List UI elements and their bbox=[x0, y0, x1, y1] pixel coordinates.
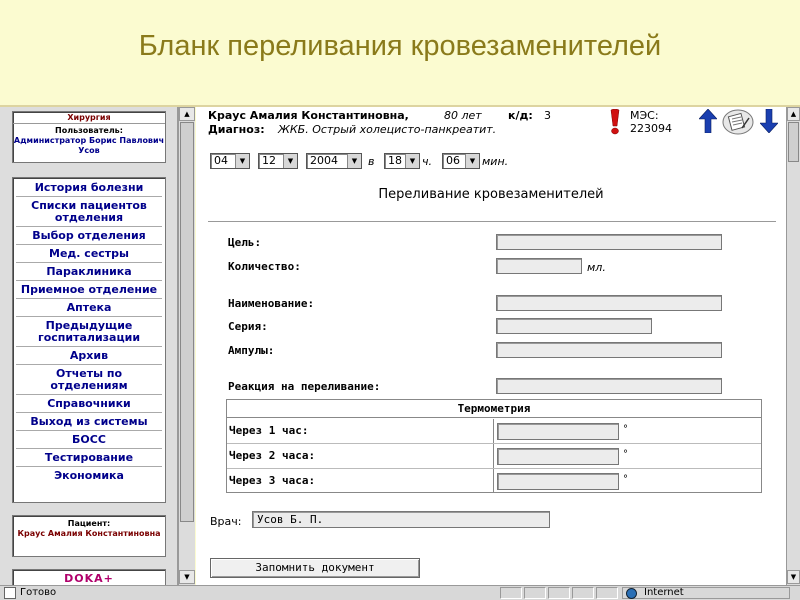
mes-label: МЭС: bbox=[630, 109, 659, 122]
zone-label: Internet bbox=[644, 587, 684, 598]
column-divider bbox=[493, 469, 494, 493]
month-select[interactable] bbox=[258, 153, 298, 169]
column-divider bbox=[493, 444, 494, 468]
document-icon[interactable] bbox=[722, 109, 754, 135]
scroll-down-icon[interactable]: ▼ bbox=[787, 570, 800, 584]
degree-unit: ° bbox=[623, 424, 628, 435]
status-segment bbox=[548, 587, 570, 599]
minute-value: 06 bbox=[446, 154, 460, 167]
reaction-input[interactable] bbox=[496, 378, 722, 394]
sidebar bbox=[0, 107, 178, 585]
temperature-2h-input[interactable] bbox=[497, 448, 619, 465]
status-text: Готово bbox=[20, 587, 57, 598]
mes-value: 223094 bbox=[630, 122, 672, 135]
header-patient-name: Краус Амалия Константиновна, bbox=[208, 109, 409, 122]
menu-item-pharmacy[interactable]: Аптека bbox=[16, 299, 162, 317]
scroll-down-icon[interactable]: ▼ bbox=[179, 570, 195, 584]
department-label: Хирургия bbox=[13, 112, 165, 124]
user-name: Администратор Борис Павлович Усов bbox=[13, 136, 165, 155]
quantity-label: Количество: bbox=[228, 260, 301, 273]
thermometry-row bbox=[227, 469, 761, 494]
quantity-unit: мл. bbox=[587, 261, 606, 274]
patient-label: Пациент: bbox=[67, 519, 111, 528]
status-segment bbox=[596, 587, 618, 599]
year-value: 2004 bbox=[310, 154, 338, 167]
user-info bbox=[13, 124, 165, 156]
header-age: 80 лет bbox=[444, 109, 482, 122]
alert-icon[interactable] bbox=[608, 109, 622, 135]
column-divider bbox=[493, 419, 494, 443]
menu-item-reports[interactable]: Отчеты по отделениям bbox=[16, 365, 162, 395]
thermometry-row-label: Через 1 час: bbox=[229, 424, 309, 437]
thermometry-row-label: Через 3 часа: bbox=[229, 474, 316, 487]
arrow-up-icon[interactable] bbox=[699, 109, 717, 133]
hour-select[interactable] bbox=[384, 153, 420, 169]
patient-header bbox=[196, 107, 786, 151]
series-label: Серия: bbox=[228, 320, 268, 333]
ampoules-input[interactable] bbox=[496, 342, 722, 358]
header-diagnosis-label: Диагноз: bbox=[208, 123, 265, 136]
menu-item-testing[interactable]: Тестирование bbox=[16, 449, 162, 467]
reaction-label: Реакция на переливание: bbox=[228, 380, 381, 393]
thermometry-title: Термометрия bbox=[227, 400, 761, 418]
menu-item-references[interactable]: Справочники bbox=[16, 395, 162, 413]
sidebar-scrollbar[interactable] bbox=[178, 107, 195, 585]
dropdown-arrow-icon[interactable]: ▼ bbox=[347, 154, 361, 168]
scroll-thumb[interactable] bbox=[180, 122, 194, 522]
main-content bbox=[196, 107, 786, 585]
arrow-down-icon[interactable] bbox=[760, 109, 778, 133]
nav-menu bbox=[12, 177, 166, 503]
menu-item-economics[interactable]: Экономика bbox=[54, 469, 124, 482]
user-panel bbox=[12, 111, 166, 163]
thermometry-table bbox=[226, 399, 762, 493]
menu-item-history[interactable]: История болезни bbox=[16, 179, 162, 197]
dropdown-arrow-icon[interactable]: ▼ bbox=[465, 154, 479, 168]
doctor-field[interactable]: Усов Б. П. bbox=[252, 511, 550, 528]
scroll-thumb[interactable] bbox=[788, 122, 799, 162]
degree-unit: ° bbox=[623, 449, 628, 460]
goal-label: Цель: bbox=[228, 236, 262, 249]
hour-value: 18 bbox=[388, 154, 402, 167]
quantity-input[interactable] bbox=[496, 258, 582, 274]
thermometry-row bbox=[227, 419, 761, 444]
time-in-label: в bbox=[368, 155, 375, 168]
menu-item-logout[interactable]: Выход из системы bbox=[16, 413, 162, 431]
scroll-up-icon[interactable]: ▲ bbox=[787, 107, 800, 121]
status-segment bbox=[572, 587, 594, 599]
goal-input[interactable] bbox=[496, 234, 722, 250]
month-value: 12 bbox=[262, 154, 276, 167]
thermometry-row bbox=[227, 444, 761, 469]
status-segment bbox=[500, 587, 522, 599]
menu-item-archive[interactable]: Архив bbox=[16, 347, 162, 365]
minute-select[interactable] bbox=[442, 153, 480, 169]
dropdown-arrow-icon[interactable]: ▼ bbox=[283, 154, 297, 168]
dropdown-arrow-icon[interactable]: ▼ bbox=[405, 154, 419, 168]
form-divider bbox=[208, 221, 776, 223]
temperature-3h-input[interactable] bbox=[497, 473, 619, 490]
menu-item-patient-lists[interactable]: Списки пациентов отделения bbox=[16, 197, 162, 227]
mes-block bbox=[630, 109, 672, 135]
user-label: Пользователь: bbox=[55, 126, 123, 135]
day-value: 04 bbox=[214, 154, 228, 167]
header-kd-label: к/д: bbox=[508, 109, 533, 122]
header-diagnosis: ЖКБ. Острый холецисто-панкреатит. bbox=[278, 123, 497, 136]
temperature-1h-input[interactable] bbox=[497, 423, 619, 440]
patient-name: Краус Амалия Константиновна bbox=[17, 529, 161, 538]
main-scrollbar[interactable] bbox=[786, 107, 800, 585]
status-segment bbox=[524, 587, 546, 599]
page-icon bbox=[4, 587, 16, 599]
thermometry-row-label: Через 2 часа: bbox=[229, 449, 316, 462]
name-input[interactable] bbox=[496, 295, 722, 311]
menu-item-paraclinic[interactable]: Параклиника bbox=[16, 263, 162, 281]
ampoules-label: Ампулы: bbox=[228, 344, 275, 357]
series-input[interactable] bbox=[496, 318, 652, 334]
day-select[interactable] bbox=[210, 153, 250, 169]
degree-unit: ° bbox=[623, 474, 628, 485]
minute-unit: мин. bbox=[482, 155, 509, 168]
form-title: Переливание кровезаменителей bbox=[378, 187, 604, 202]
save-document-button[interactable]: Запомнить документ bbox=[210, 558, 420, 578]
status-bar bbox=[0, 585, 800, 600]
name-label: Наименование: bbox=[228, 297, 315, 310]
year-select[interactable] bbox=[306, 153, 362, 169]
menu-item-prev-hospitalizations[interactable]: Предыдущие госпитализации bbox=[16, 317, 162, 347]
menu-item-admission[interactable]: Приемное отделение bbox=[16, 281, 162, 299]
header-kd-value: 3 bbox=[544, 109, 551, 122]
slide-title: Бланк переливания кровезаменителей bbox=[138, 30, 662, 62]
hour-unit: ч. bbox=[422, 155, 432, 168]
menu-item-select-department[interactable]: Выбор отделения bbox=[16, 227, 162, 245]
patient-panel bbox=[12, 515, 166, 557]
globe-icon bbox=[626, 588, 637, 599]
dropdown-arrow-icon[interactable]: ▼ bbox=[235, 154, 249, 168]
scroll-up-icon[interactable]: ▲ bbox=[179, 107, 195, 121]
doctor-label: Врач: bbox=[210, 515, 242, 528]
app-logo: DOKA+ bbox=[12, 569, 166, 589]
menu-item-boss[interactable]: БОСС bbox=[16, 431, 162, 449]
menu-item-nurses[interactable]: Мед. сестры bbox=[16, 245, 162, 263]
